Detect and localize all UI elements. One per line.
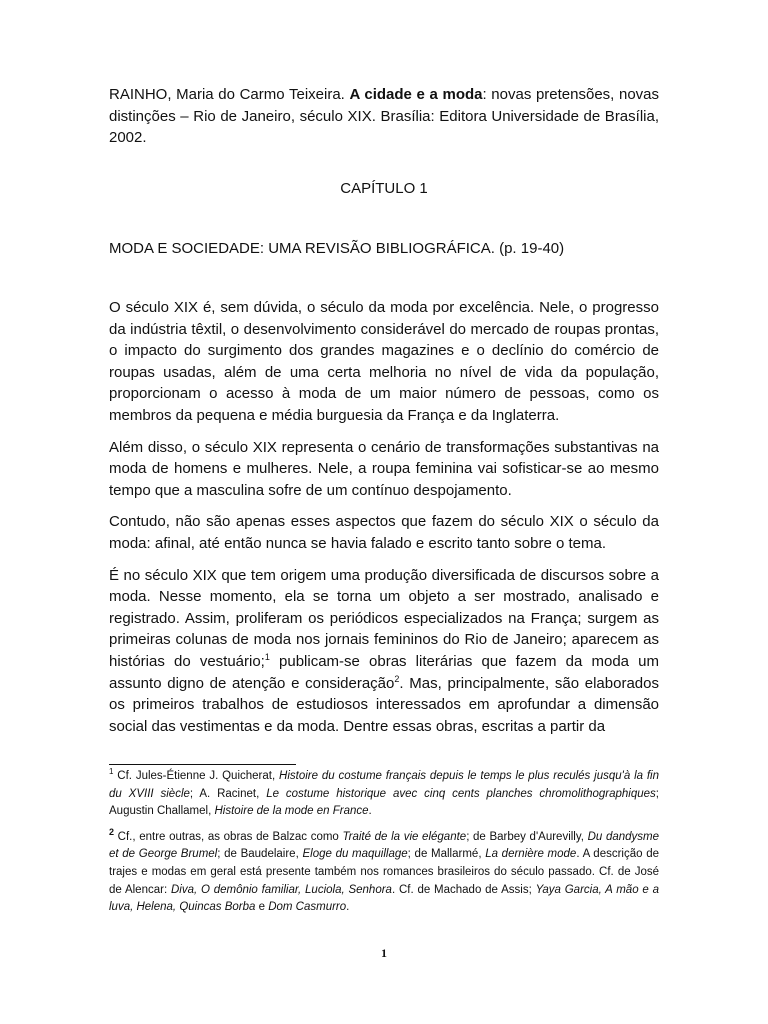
footnote-2-text: Cf., entre outras, as obras de Balzac como [114,830,343,843]
footnote-1-work-title: Histoire du costume français depuis le temps le plus reculés jusqu'à la fin du XVIII siècle [109,770,659,800]
bibliographic-reference [109,84,659,149]
footnote-2-text: ; de Barbey d'Aurevilly, [466,830,588,843]
footnote-2-work-title: Traité de la vie elégante [342,830,467,843]
footnote-1-text: ; A. Racinet, [189,787,267,800]
footnotes [109,768,659,925]
footnote-2-text: ; de Mallarmé, [407,848,486,861]
paragraph-2: Além disso, o século XIX representa o cenário de transformações substantivas na moda de homens e mulheres. Nele, a roupa feminina vai sofisticar-se ao mesmo tempo que a masculina sofre de um contínuo despojamento. [109,438,659,499]
footnote-2-work-title: Dom Casmurro [268,901,347,914]
reference-title: A cidade e a moda [349,86,483,103]
footnote-2-work-title: Diva, O demônio familiar, Luciola, Senhora [170,883,392,896]
footnote-1-work-title: Le costume historique avec cinq cents planches chromolithographiques [266,787,656,800]
footnote-2-mark: 2 [109,826,115,837]
footnote-ref-2[interactable]: 2 [394,673,400,684]
paragraph-4-part-b: publicam-se obras literárias que fazem da moda um assunto digno de atenção e consideração [109,652,659,692]
footnote-2-text: . Cf. de Machado de Assis; [391,883,536,896]
footnote-2-work-title: Yaya Garcia, A mão e a luva, Helena, Quincas Borba [109,883,659,914]
footnote-1 [109,768,659,821]
paragraph-1: O século XIX é, sem dúvida, o século da moda por excelência. Nele, o progresso da indústria têxtil, o desenvolvimento considerável do mercado de roupas prontas, o impacto do surgimento dos grandes magazines e o declínio do comércio de roupas usadas, além de uma certa melhoria no nível de vida da população, proporcionam o acesso à moda de um maior número de pessoas, como os membros da pequena e média burguesia da França e da Inglaterra. [109,299,659,424]
footnote-2-text: ; de Baudelaire, [217,848,303,861]
paragraph-4-part-a: É no século XIX que tem origem uma produção diversificada de discursos sobre a moda. Nesse momento, ela se torna um objeto a ser mostrado, analisado e registrado. Assim, proliferam os periódicos especializados na França; surgem as primeiras colunas de moda nos jornais femininos do Rio de Janeiro; aparecem as histórias do vestuário; [109,566,659,670]
footnote-1-work-title: Histoire de la mode en France [214,805,369,818]
paragraph-3: Contudo, não são apenas esses aspectos que fazem do século XIX o século da moda: afinal, até então nunca se havia falado e escrito tanto sobre o tema. [109,513,659,552]
body-text [109,297,659,747]
footnote-1-text: Cf. Jules-Étienne J. Quicherat, [113,770,280,782]
footnote-2 [109,826,660,917]
section-title: MODA E SOCIEDADE: UMA REVISÃO BIBLIOGRÁFICA. (p. 19-40) [109,240,565,257]
footnote-separator [109,764,296,765]
reference-author: RAINHO, Maria do Carmo Teixeira. [109,86,350,103]
footnote-2-work-title: Du dandysme et de George Brumel [109,830,660,861]
footnote-2-text: . [346,901,350,914]
paragraph-4 [109,565,659,738]
chapter-heading: CAPÍTULO 1 [340,180,428,197]
page-number: 1 [381,946,387,960]
footnote-2-text: . A descrição de trajes e modas em geral está presente também nos romances brasileiros do século passado. Cf. de José de Alencar: [109,848,659,896]
paragraph-4-part-c: . Mas, principalmente, são elaborados os primeiros trabalhos de estudiosos interessados em aprofundar a dimensão social das vestimentas e da moda. Dentre essas obras, escritas a partir da [109,674,659,735]
footnote-1-mark: 1 [109,767,114,777]
footnote-ref-1[interactable]: 1 [264,651,270,662]
reference-details: : novas pretensões, novas distinções – Rio de Janeiro, século XIX. Brasília: Editora Universidade de Brasília, 2002. [109,86,660,146]
footnote-2-text: e [255,901,269,914]
footnote-1-text: ; Augustin Challamel, [109,787,659,818]
footnote-2-work-title: Eloge du maquillage [302,848,408,861]
footnote-2-work-title: La dernière mode [485,848,577,861]
footnote-1-text: . [368,805,372,818]
